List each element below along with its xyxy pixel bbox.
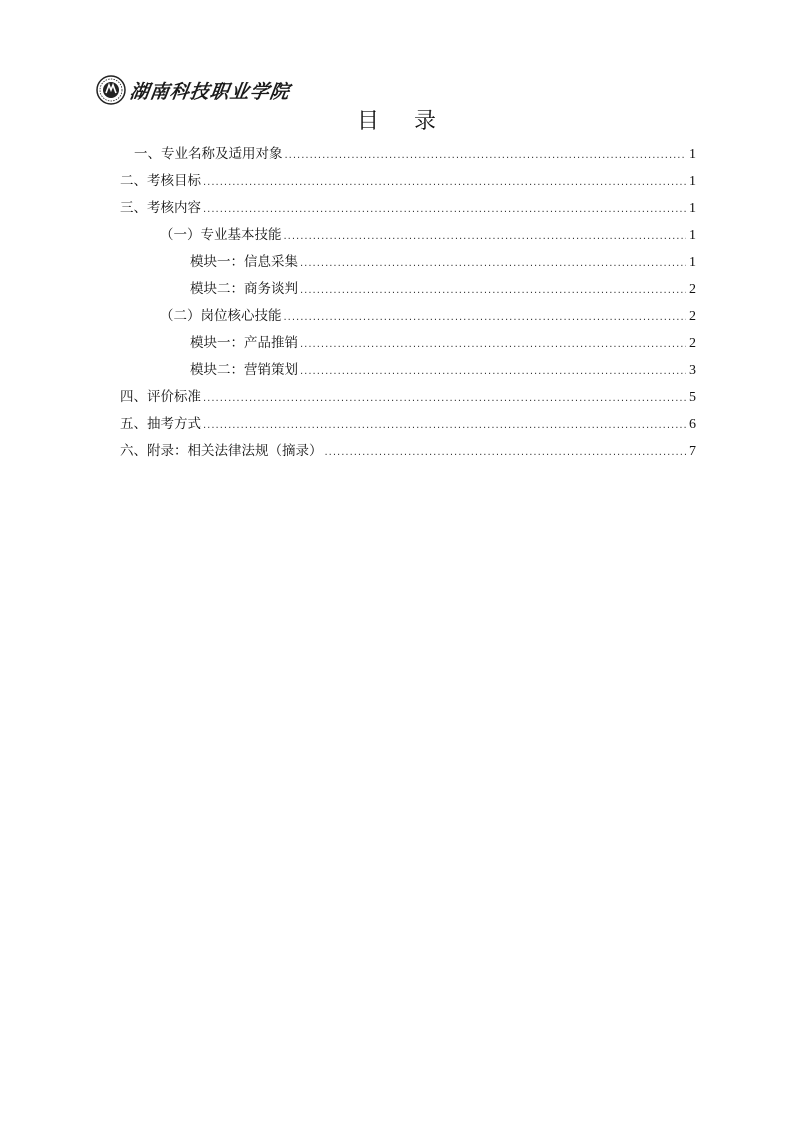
toc-entry-page: 2 <box>689 309 696 324</box>
toc-entry-label: 模块一：产品推销 <box>190 335 298 351</box>
toc-entry-label: （二）岗位核心技能 <box>160 308 282 324</box>
toc-leader-dots <box>203 200 686 220</box>
toc-entry[interactable] <box>120 198 696 218</box>
toc-leader-dots <box>284 308 687 328</box>
toc-entry-label: 二、考核目标 <box>120 173 201 189</box>
toc-entry[interactable] <box>190 279 696 299</box>
toc-entry-label: 三、考核内容 <box>120 200 201 216</box>
toc-entry[interactable] <box>120 414 696 434</box>
school-emblem-icon <box>96 75 126 105</box>
toc-entry-page: 1 <box>689 255 696 270</box>
page-title: 目 录 <box>357 109 450 134</box>
toc-leader-dots <box>284 227 687 247</box>
toc-entry-label: 模块一：信息采集 <box>190 254 298 270</box>
toc-leader-dots <box>325 443 687 463</box>
toc-entry-label: 模块二：营销策划 <box>190 362 298 378</box>
toc-entry-page: 2 <box>689 336 696 351</box>
toc-entry-label: 六、附录：相关法律法规（摘录） <box>120 443 323 459</box>
toc-entry-label: 模块二：商务谈判 <box>190 281 298 297</box>
toc-leader-dots <box>300 254 686 274</box>
toc-entry[interactable] <box>160 306 696 326</box>
toc-entry-page: 6 <box>689 417 696 432</box>
toc-entry-label: 四、评价标准 <box>120 389 201 405</box>
toc-entry-page: 2 <box>689 282 696 297</box>
toc-leader-dots <box>203 389 686 409</box>
toc-entry-page: 1 <box>689 174 696 189</box>
toc-entry[interactable] <box>120 441 696 461</box>
toc-entry[interactable] <box>120 387 696 407</box>
toc-entry-label: （一）专业基本技能 <box>160 227 282 243</box>
toc-entry-page: 1 <box>689 147 696 162</box>
school-name: 湖南科技职业学院 <box>128 80 292 103</box>
toc-leader-dots <box>300 362 686 382</box>
toc-entry-page: 7 <box>689 444 696 459</box>
toc-entry-page: 5 <box>689 390 696 405</box>
toc-entry[interactable] <box>190 360 696 380</box>
toc-leader-dots <box>203 173 686 193</box>
toc-entry-page: 1 <box>689 201 696 216</box>
toc-leader-dots <box>300 335 686 355</box>
toc-leader-dots <box>285 146 687 166</box>
page-header <box>96 74 290 106</box>
toc-entry[interactable] <box>190 333 696 353</box>
toc-entry-page: 1 <box>689 228 696 243</box>
toc-entry-page: 3 <box>689 363 696 378</box>
toc-entry[interactable] <box>120 171 696 191</box>
toc-entry[interactable] <box>160 225 696 245</box>
toc-entry-label: 一、专业名称及适用对象 <box>134 146 283 162</box>
toc-entry[interactable] <box>190 252 696 272</box>
toc-entry[interactable] <box>134 144 696 164</box>
toc-entry-label: 五、抽考方式 <box>120 416 201 432</box>
toc-leader-dots <box>203 416 686 436</box>
toc-leader-dots <box>300 281 686 301</box>
